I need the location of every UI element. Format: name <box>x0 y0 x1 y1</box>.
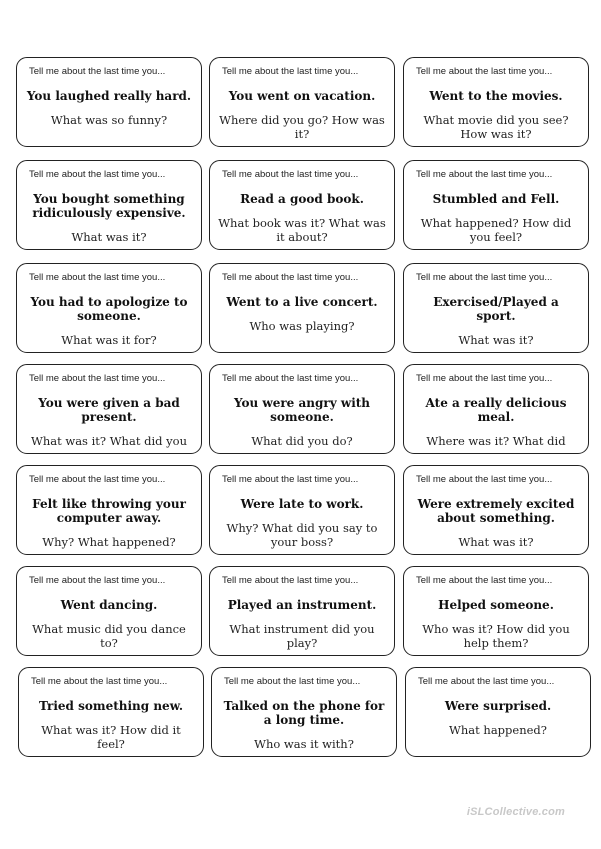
card-prompt: Tell me about the last time you... <box>29 169 166 180</box>
card-topic: Exercised/Played a sport. <box>433 295 559 323</box>
card-prompt: Tell me about the last time you... <box>29 272 166 283</box>
card-topic: You were angry with someone. <box>233 396 371 424</box>
conversation-card <box>403 465 589 555</box>
card-question: What music did you dance to? <box>32 622 186 650</box>
conversation-card <box>403 364 589 454</box>
card-body <box>27 699 195 751</box>
card-topic: Helped someone. <box>438 598 554 612</box>
card-topic: You had to apologize to someone. <box>30 295 188 323</box>
card-question: What was it? <box>71 230 147 244</box>
conversation-card <box>209 364 395 454</box>
conversation-card <box>16 57 202 147</box>
conversation-card <box>209 160 395 250</box>
card-topic: Went to the movies. <box>429 89 563 103</box>
card-body <box>412 295 580 347</box>
card-body <box>412 89 580 141</box>
conversation-card <box>209 57 395 147</box>
card-question: Who was it? How did you help them? <box>422 622 570 650</box>
conversation-card <box>403 566 589 656</box>
conversation-card <box>209 263 395 353</box>
card-topic: Went dancing. <box>60 598 158 612</box>
card-topic: Were surprised. <box>444 699 552 713</box>
card-question: Why? What happened? <box>42 535 176 549</box>
conversation-card <box>211 667 397 757</box>
conversation-card <box>209 465 395 555</box>
conversation-card <box>403 57 589 147</box>
card-prompt: Tell me about the last time you... <box>416 373 553 384</box>
card-question: What was it for? <box>61 333 157 347</box>
card-question: What was so funny? <box>50 113 168 127</box>
card-topic: You bought something ridiculously expensive. <box>32 192 186 220</box>
card-body <box>218 396 386 448</box>
conversation-card <box>18 667 204 757</box>
card-prompt: Tell me about the last time you... <box>222 474 359 485</box>
card-topic: Felt like throwing your computer away. <box>32 497 186 525</box>
card-prompt: Tell me about the last time you... <box>29 373 166 384</box>
card-question: Where was it? What did <box>426 434 566 448</box>
card-question: Where did you go? How was it? <box>219 113 385 141</box>
conversation-card <box>16 364 202 454</box>
card-question: What happened? How did you feel? <box>420 216 572 244</box>
conversation-card <box>209 566 395 656</box>
card-topic: Went to a live concert. <box>226 295 378 309</box>
conversation-card <box>403 263 589 353</box>
card-prompt: Tell me about the last time you... <box>31 676 168 687</box>
card-prompt: Tell me about the last time you... <box>222 373 359 384</box>
card-body <box>414 699 582 737</box>
card-body <box>412 598 580 650</box>
conversation-card <box>16 465 202 555</box>
card-body <box>220 699 388 751</box>
card-prompt: Tell me about the last time you... <box>222 169 359 180</box>
card-topic: You laughed really hard. <box>26 89 192 103</box>
card-question: What was it? <box>458 535 534 549</box>
card-question: What was it? What did you <box>31 434 187 448</box>
card-body <box>25 89 193 127</box>
card-prompt: Tell me about the last time you... <box>416 169 553 180</box>
card-prompt: Tell me about the last time you... <box>29 474 166 485</box>
card-question: Who was playing? <box>249 319 355 333</box>
card-body <box>218 497 386 549</box>
card-topic: Played an instrument. <box>227 598 377 612</box>
conversation-card <box>16 263 202 353</box>
conversation-card <box>16 566 202 656</box>
card-prompt: Tell me about the last time you... <box>416 575 553 586</box>
card-topic: Talked on the phone for a long time. <box>223 699 385 727</box>
card-body <box>25 497 193 549</box>
card-question: Who was it with? <box>254 737 354 751</box>
card-question: What was it? How did it feel? <box>41 723 181 751</box>
card-prompt: Tell me about the last time you... <box>416 272 553 283</box>
card-prompt: Tell me about the last time you... <box>416 66 553 77</box>
card-question: What did you do? <box>251 434 353 448</box>
conversation-card <box>403 160 589 250</box>
card-topic: Ate a really delicious meal. <box>425 396 567 424</box>
card-prompt: Tell me about the last time you... <box>29 575 166 586</box>
card-prompt: Tell me about the last time you... <box>222 272 359 283</box>
card-topic: Stumbled and Fell. <box>432 192 560 206</box>
conversation-card <box>16 160 202 250</box>
card-body <box>25 396 193 448</box>
card-question: What was it? <box>458 333 534 347</box>
card-question: What book was it? What was it about? <box>218 216 386 244</box>
card-prompt: Tell me about the last time you... <box>418 676 555 687</box>
card-body <box>218 598 386 650</box>
card-question: What instrument did you play? <box>229 622 375 650</box>
card-prompt: Tell me about the last time you... <box>224 676 361 687</box>
card-topic: You went on vacation. <box>228 89 376 103</box>
conversation-card <box>405 667 591 757</box>
card-topic: Were extremely excited about something. <box>417 497 575 525</box>
card-topic: Read a good book. <box>240 192 364 206</box>
card-body <box>218 295 386 333</box>
card-topic: Tried something new. <box>38 699 183 713</box>
card-body <box>25 295 193 347</box>
card-body <box>25 192 193 244</box>
card-body <box>412 396 580 448</box>
card-question: What happened? <box>449 723 547 737</box>
watermark: iSLCollective.com <box>466 806 565 818</box>
card-prompt: Tell me about the last time you... <box>222 575 359 586</box>
card-body <box>25 598 193 650</box>
card-prompt: Tell me about the last time you... <box>222 66 359 77</box>
card-body <box>412 497 580 549</box>
card-body <box>412 192 580 244</box>
card-body <box>218 192 386 244</box>
card-topic: Were late to work. <box>240 497 364 511</box>
card-body <box>218 89 386 141</box>
card-prompt: Tell me about the last time you... <box>29 66 166 77</box>
card-question: What movie did you see? How was it? <box>423 113 569 141</box>
card-question: Why? What did you say to your boss? <box>226 521 378 549</box>
card-prompt: Tell me about the last time you... <box>416 474 553 485</box>
card-topic: You were given a bad present. <box>38 396 180 424</box>
